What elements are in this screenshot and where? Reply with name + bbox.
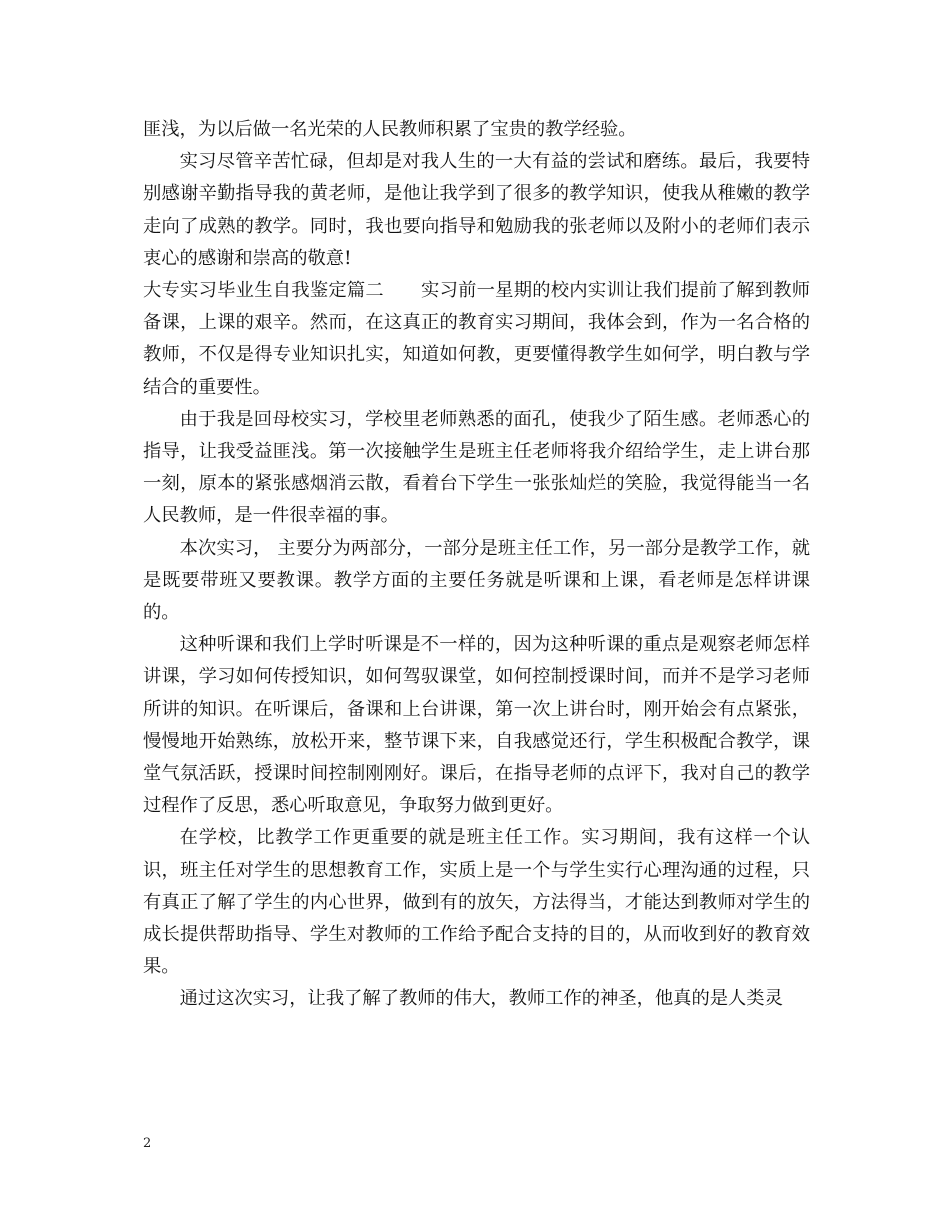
paragraph-4: 由于我是回母校实习，学校里老师熟悉的面孔，使我少了陌生感。老师悉心的指导，让我受益匪浅。第一次接触学生是班主任老师将我介绍给学生，走上讲台那一刻，原本的紧张感烟消云散，看着台下学生一张张灿烂的笑脸，我觉得能当一名人民教师，是一件很幸福的事。 bbox=[143, 408, 810, 527]
paragraph-8: 通过这次实习，让我了解了教师的伟大，教师工作的神圣，他真的是人类灵 bbox=[179, 988, 783, 1010]
paragraph-3 bbox=[143, 275, 810, 404]
paragraph-2: 实习尽管辛苦忙碌，但却是对我人生的一大有益的尝试和磨练。最后，我要特别感谢辛勤指导我的黄老师，是他让我学到了很多的教学知识，使我从稚嫩的教学走向了成熟的教学。同时，我也要向指导和勉励我的张老师以及附小的老师们表示衷心的感谢和崇高的敬意! bbox=[143, 151, 810, 269]
paragraph-5: 本次实习， 主要分为两部分，一部分是班主任工作，另一部分是教学工作，就是既要带班又要教课。教学方面的主要任务就是听课和上课，看老师是怎样讲课的。 bbox=[143, 537, 810, 624]
page-number: 2 bbox=[143, 1136, 152, 1151]
heading-gap bbox=[384, 280, 421, 301]
paragraph-6: 这种听课和我们上学时听课是不一样的，因为这种听课的重点是观察老师怎样讲课，学习如何传授知识，如何驾驭课堂，如何控制授课时间，而并不是学习老师所讲的知识。在听课后，备课和上台讲课，第一次上讲台时，刚开始会有点紧张，慢慢地开始熟练，放松开来，整节课下来，自我感觉还行，学生积极配合教学，课堂气氛活跃，授课时间控制刚刚好。课后，在指导老师的点评下，我对自己的教学过程作了反思，悉心听取意见，争取努力做到更好。 bbox=[143, 634, 810, 817]
section-heading: 大专实习毕业生自我鉴定篇二 bbox=[143, 280, 384, 302]
paragraph-3-text: 实习前一星期的校内实训让我们提前了解到教师备课，上课的艰辛。然而，在这真正的教育实习期间，我体会到，作为一名合格的教师，不仅是得专业知识扎实，知道如何教，更要懂得教学生如何学，明白教与学结合的重要性。 bbox=[143, 280, 811, 398]
paragraph-1: 匪浅，为以后做一名光荣的人民教师积累了宝贵的教学经验。 bbox=[143, 119, 637, 140]
paragraph-7: 在学校，比教学工作更重要的就是班主任工作。实习期间，我有这样一个认识，班主任对学生的思想教育工作，实质上是一个与学生实行心理沟通的过程，只有真正了解了学生的内心世界，做到有的放矢，方法得当，才能达到教师对学生的成长提供帮助指导、学生对教师的工作给予配合支持的目的，从而收到好的教育效果。 bbox=[143, 827, 810, 978]
document-body bbox=[143, 114, 810, 1016]
